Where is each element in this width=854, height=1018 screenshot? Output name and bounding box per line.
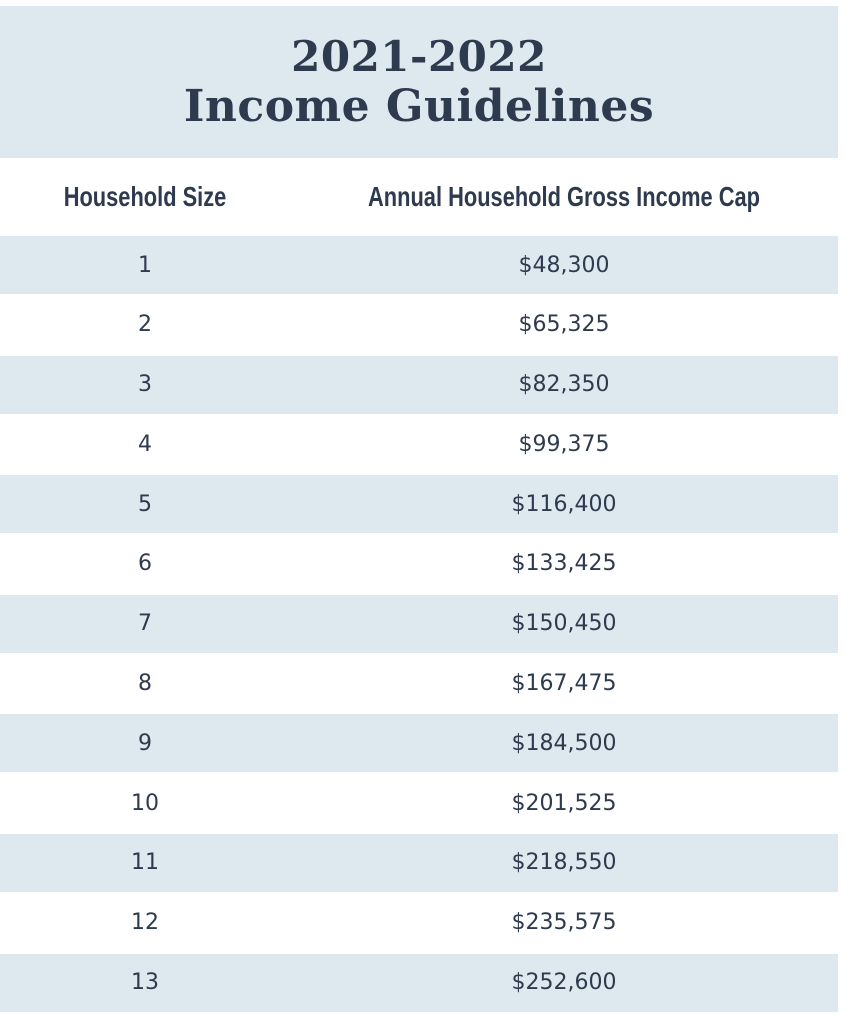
income-cap-cell: $218,550 — [511, 850, 617, 876]
table-row — [0, 774, 838, 832]
income-cap-cell: $116,400 — [511, 491, 617, 517]
header-cell-cap-wrap — [290, 181, 838, 213]
table-row — [0, 834, 838, 892]
income-cap-cell: $235,575 — [511, 910, 617, 936]
table-header — [0, 158, 838, 236]
household-size-cell: 13 — [131, 970, 159, 996]
income-cap-cell: $150,450 — [511, 611, 617, 637]
household-size-cell: 5 — [138, 491, 152, 517]
page-title-year: 2021-2022 — [291, 32, 547, 81]
income-guidelines-sheet — [0, 6, 838, 1013]
household-size-cell: 4 — [138, 431, 152, 457]
table-row — [0, 894, 838, 952]
household-size-cell: 8 — [138, 671, 152, 697]
table-row — [0, 655, 838, 713]
household-size-cell: 11 — [131, 850, 159, 876]
income-cap-cell: $99,375 — [518, 431, 610, 457]
income-cap-cell: $167,475 — [511, 671, 617, 697]
household-size-cell: 10 — [131, 790, 159, 816]
household-size-cell: 2 — [138, 312, 152, 338]
header-income-cap: Annual Household Gross Income Cap — [368, 181, 760, 212]
household-size-cell: 1 — [138, 252, 152, 278]
title-banner — [0, 6, 838, 158]
table-body — [0, 236, 838, 1012]
table-row — [0, 535, 838, 593]
table-row — [0, 415, 838, 473]
page-title: Income Guidelines — [183, 81, 655, 132]
table-row — [0, 236, 838, 294]
table-row — [0, 954, 838, 1012]
household-size-cell: 6 — [138, 551, 152, 577]
income-cap-cell: $184,500 — [511, 730, 617, 756]
household-size-cell: 3 — [138, 372, 152, 398]
table-row — [0, 356, 838, 414]
income-cap-cell: $252,600 — [511, 970, 617, 996]
income-cap-cell: $201,525 — [511, 790, 617, 816]
header-household-size: Household Size — [63, 181, 227, 212]
income-cap-cell: $82,350 — [518, 372, 610, 398]
household-size-cell: 12 — [131, 910, 159, 936]
table-row — [0, 296, 838, 354]
household-size-cell: 9 — [138, 730, 152, 756]
household-size-cell: 7 — [138, 611, 152, 637]
income-cap-cell: $48,300 — [518, 252, 610, 278]
income-cap-cell: $65,325 — [518, 312, 610, 338]
table-row — [0, 714, 838, 772]
table-row — [0, 475, 838, 533]
table-row — [0, 595, 838, 653]
income-cap-cell: $133,425 — [511, 551, 617, 577]
header-cell-size-wrap — [0, 181, 290, 213]
